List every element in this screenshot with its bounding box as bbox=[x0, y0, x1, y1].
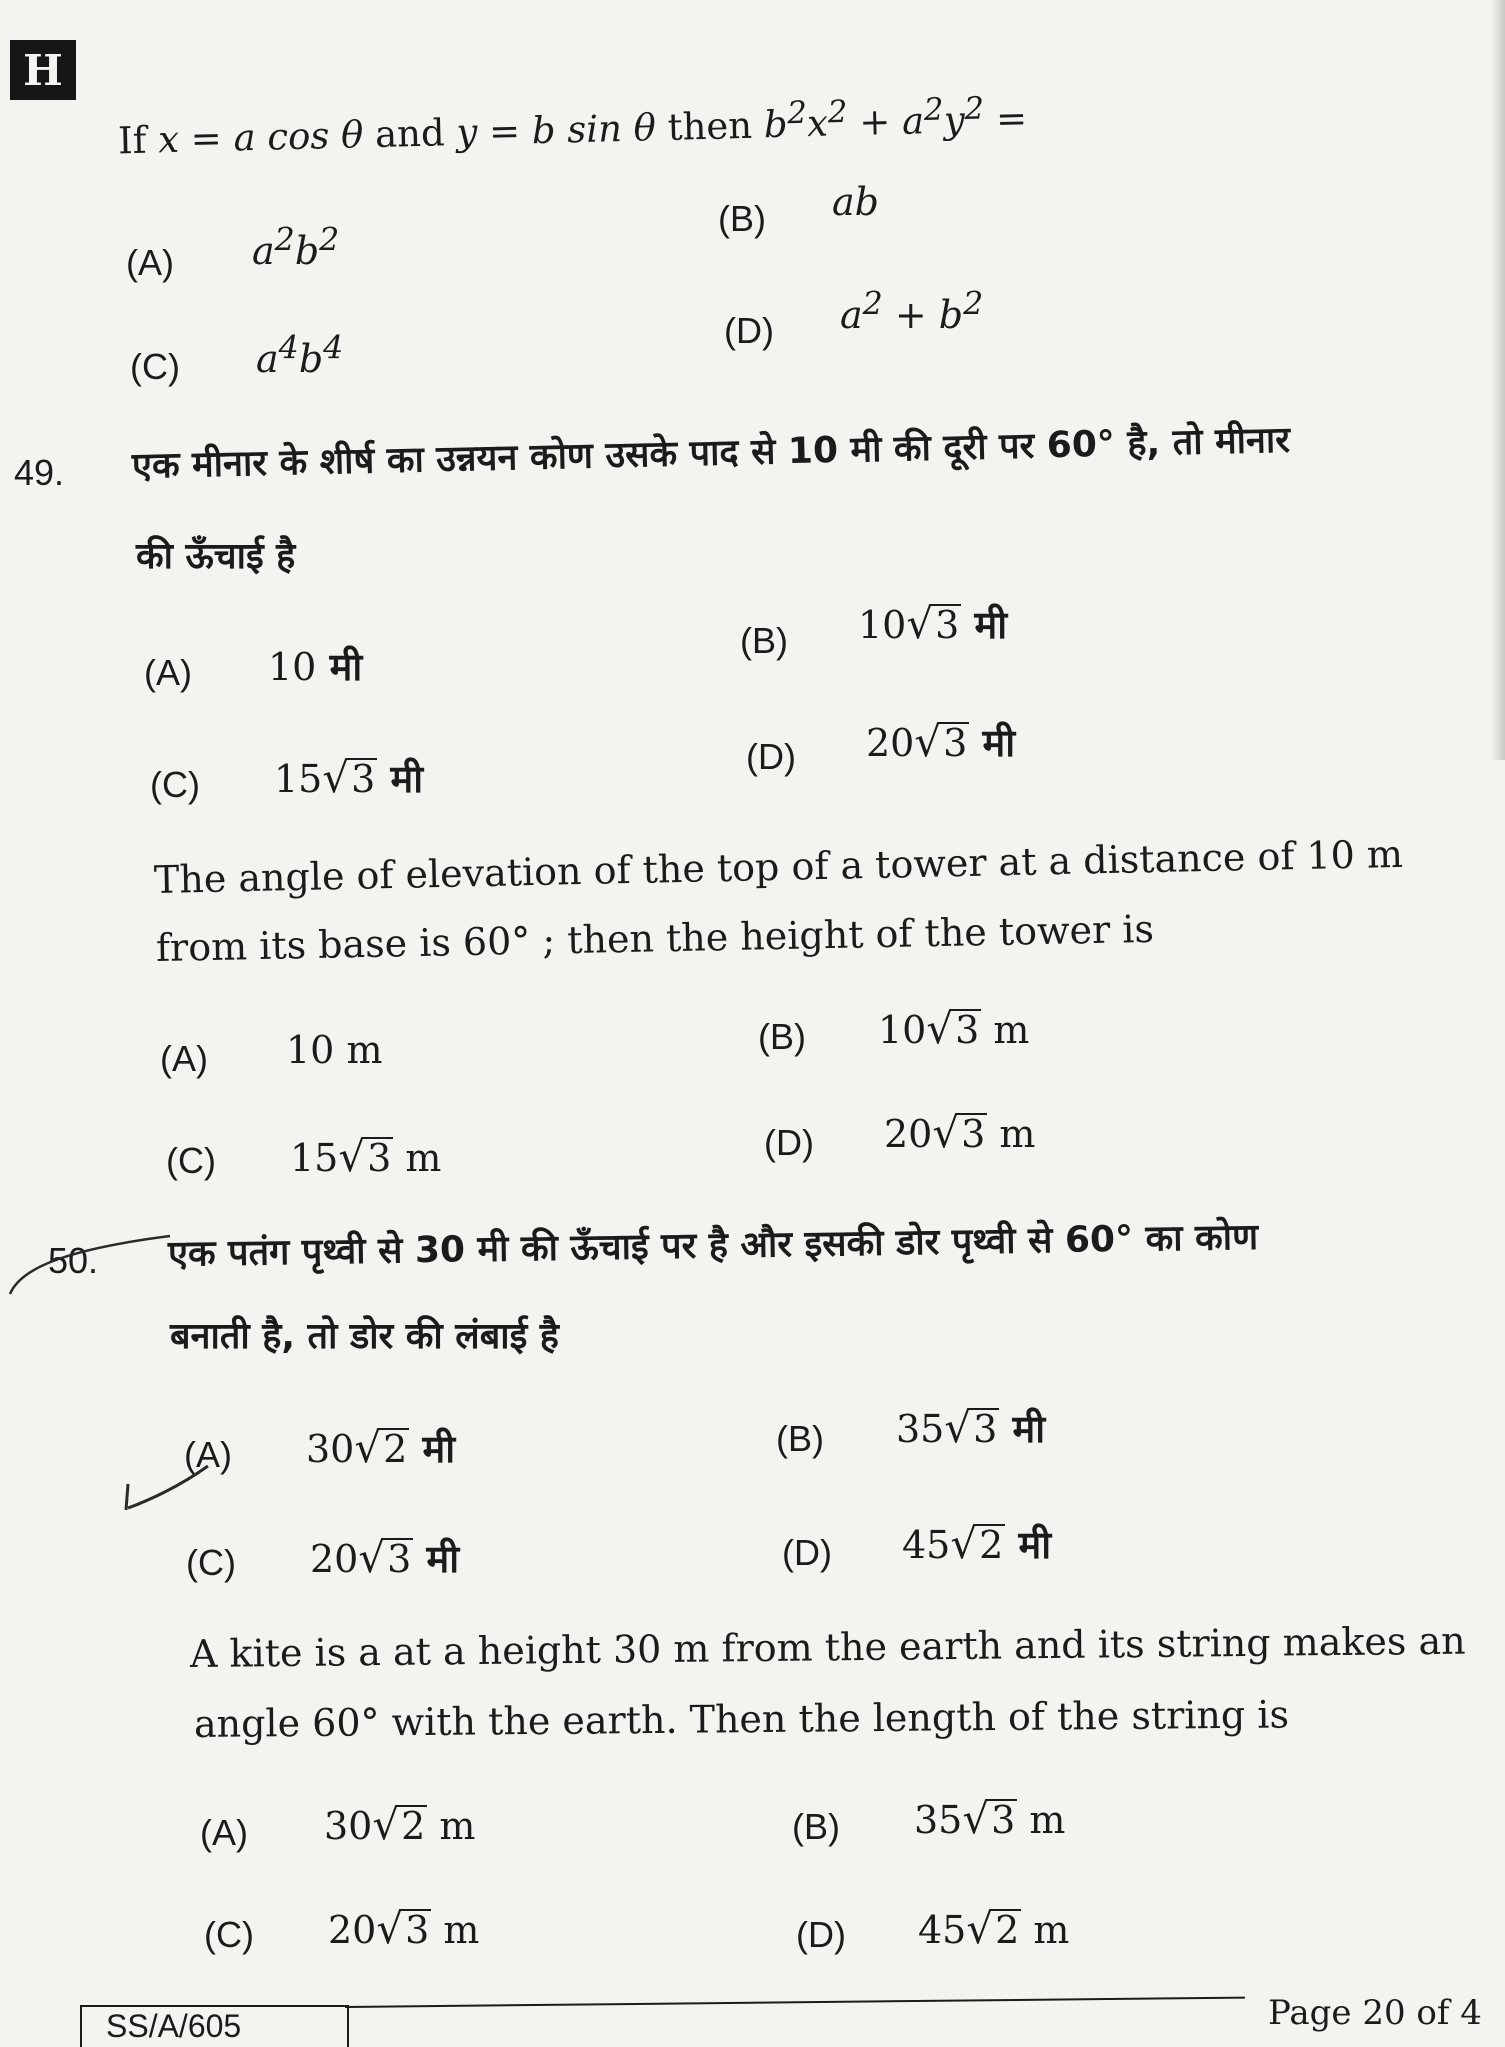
option-unit: मी bbox=[961, 603, 1008, 647]
q49-english-option-c-label: (C) bbox=[166, 1140, 216, 1181]
q49-hindi-option-c-label: (C) bbox=[150, 764, 200, 805]
option-radicand: 3 bbox=[367, 1136, 392, 1180]
q48-option-a-label: (A) bbox=[126, 242, 174, 283]
q50-hindi-option-a-label: (A) bbox=[184, 1434, 232, 1475]
q49-hindi-option-b-label: (B) bbox=[740, 620, 788, 661]
q50-english-stem-line2: angle 60° with the earth. Then the length of the string is bbox=[193, 1692, 1290, 1746]
option-coefficient: 20 bbox=[884, 1112, 933, 1156]
option-radicand: 3 bbox=[991, 1798, 1016, 1842]
q49-number: 49. bbox=[14, 452, 65, 493]
q48-option-d-label: (D) bbox=[724, 310, 774, 351]
q50-english-stem-line1: A kite is a at a height 30 m from the earth and its string makes an bbox=[189, 1618, 1466, 1676]
option-radicand: 3 bbox=[961, 1112, 986, 1156]
option-unit: मी bbox=[999, 1407, 1046, 1451]
q50-answer-tick-mark bbox=[126, 1466, 208, 1510]
option-coefficient: 35 bbox=[914, 1798, 963, 1842]
square-root-sign: √ bbox=[926, 1004, 954, 1053]
option-coefficient: 20 bbox=[866, 721, 915, 765]
option-radicand: 3 bbox=[955, 1008, 980, 1052]
q49-english-option-d-label: (D) bbox=[764, 1122, 814, 1163]
option-radicand: 2 bbox=[401, 1804, 426, 1848]
option-radicand: 3 bbox=[351, 757, 376, 801]
option-radicand: 3 bbox=[943, 721, 968, 765]
option-coefficient: 35 bbox=[896, 1407, 945, 1451]
square-root-sign: √ bbox=[322, 753, 350, 802]
option-unit: m bbox=[393, 1136, 442, 1180]
option-unit: m bbox=[431, 1908, 480, 1952]
option-radicand: 3 bbox=[387, 1537, 412, 1581]
option-radicand: 3 bbox=[405, 1908, 430, 1952]
q50-english-option-d-label: (D) bbox=[796, 1914, 846, 1955]
option-unit: मी bbox=[413, 1537, 460, 1581]
option-unit: m bbox=[334, 1028, 383, 1072]
square-root-sign: √ bbox=[358, 1533, 386, 1582]
square-root-sign: √ bbox=[376, 1904, 404, 1953]
q48-option-d-value: $a^2 + b^2$ bbox=[840, 286, 984, 337]
q50-hindi-option-b-label: (B) bbox=[776, 1418, 824, 1459]
square-root-sign: √ bbox=[338, 1132, 366, 1181]
option-coefficient: 10 bbox=[286, 1028, 335, 1072]
footer-paper-code: SS/A/605 bbox=[106, 2008, 242, 2044]
square-root-sign: √ bbox=[944, 1403, 972, 1452]
option-radicand: 2 bbox=[995, 1908, 1020, 1952]
option-coefficient: 10 bbox=[858, 603, 907, 647]
option-radicand: 3 bbox=[973, 1407, 998, 1451]
q50-hindi-stem-line2: बनाती है, तो डोर की लंबाई है bbox=[170, 1316, 559, 1357]
q48-expression: $b^2x^2 + a^2y^2$ = bbox=[763, 90, 1028, 147]
option-coefficient: 10 bbox=[268, 645, 317, 689]
option-coefficient: 30 bbox=[306, 1427, 355, 1471]
option-unit: m bbox=[1021, 1908, 1070, 1952]
q50-number-underline-mark bbox=[10, 1236, 170, 1294]
option-coefficient: 20 bbox=[310, 1537, 359, 1581]
q48-option-b-value: ab bbox=[832, 180, 879, 224]
q48-option-a-value: $a^2b^2$ bbox=[252, 222, 340, 273]
option-coefficient: 45 bbox=[902, 1523, 951, 1567]
q49-hindi-option-d-label: (D) bbox=[746, 736, 796, 777]
option-radicand: 2 bbox=[979, 1523, 1004, 1567]
footer-page-number: Page 20 of 4 bbox=[1268, 1993, 1482, 2033]
q49-english-stem-line1: The angle of elevation of the top of a tower at a distance of 10 m bbox=[153, 831, 1404, 902]
option-unit: m bbox=[1017, 1798, 1066, 1842]
q48-option-b-label: (B) bbox=[718, 198, 766, 239]
option-coefficient: 15 bbox=[290, 1136, 339, 1180]
q50-number: 50. bbox=[48, 1240, 99, 1281]
q49-hindi-stem-line1: एक मीनार के शीर्ष का उन्नयन कोण उसके पाद से 10 मी की दूरी पर 60° है, तो मीनार bbox=[131, 419, 1291, 487]
square-root-sign: √ bbox=[354, 1423, 382, 1472]
q48-stem: If x = a cos θ and y = b sin θ then $b^2x^2 + a^2y^2$ = bbox=[117, 90, 1028, 163]
option-coefficient: 30 bbox=[324, 1804, 373, 1848]
q50-english-option-c-label: (C) bbox=[204, 1914, 254, 1955]
option-coefficient: 15 bbox=[274, 757, 323, 801]
square-root-sign: √ bbox=[962, 1794, 990, 1843]
square-root-sign: √ bbox=[372, 1800, 400, 1849]
option-unit: मी bbox=[377, 757, 424, 801]
option-coefficient: 20 bbox=[328, 1908, 377, 1952]
q48-option-c-label: (C) bbox=[130, 346, 180, 387]
q49-english-stem-line2: from its base is 60° ; then the height of the tower is bbox=[155, 906, 1155, 970]
option-unit: मी bbox=[409, 1427, 456, 1471]
square-root-sign: √ bbox=[906, 599, 934, 648]
q49-english-option-a-label: (A) bbox=[160, 1038, 208, 1079]
q49-hindi-option-a-label: (A) bbox=[144, 652, 192, 693]
square-root-sign: √ bbox=[914, 717, 942, 766]
q50-english-option-a-label: (A) bbox=[200, 1812, 248, 1853]
option-unit: m bbox=[427, 1804, 476, 1848]
option-unit: m bbox=[987, 1112, 1036, 1156]
q50-hindi-option-d-label: (D) bbox=[782, 1532, 832, 1573]
q50-hindi-stem-line1: एक पतंग पृथ्वी से 30 मी की ऊँचाई पर है और इसकी डोर पृथ्वी से 60° का कोण bbox=[167, 1216, 1259, 1275]
option-unit: मी bbox=[1005, 1523, 1052, 1567]
q50-hindi-option-c-label: (C) bbox=[186, 1542, 236, 1583]
option-radicand: 2 bbox=[383, 1427, 408, 1471]
square-root-sign: √ bbox=[950, 1519, 978, 1568]
square-root-sign: √ bbox=[966, 1904, 994, 1953]
option-unit: मी bbox=[316, 645, 363, 689]
q49-hindi-stem-line2: की ऊँचाई है bbox=[136, 536, 296, 577]
option-coefficient: 45 bbox=[918, 1908, 967, 1952]
version-badge: H bbox=[10, 40, 76, 100]
q50-english-option-b-label: (B) bbox=[792, 1806, 840, 1847]
q49-english-option-b-label: (B) bbox=[758, 1016, 806, 1057]
square-root-sign: √ bbox=[932, 1108, 960, 1157]
option-radicand: 3 bbox=[935, 603, 960, 647]
option-coefficient: 10 bbox=[878, 1008, 927, 1052]
option-unit: मी bbox=[969, 721, 1016, 765]
option-unit: m bbox=[981, 1008, 1030, 1052]
q48-option-c-value: $a^4b^4$ bbox=[256, 330, 344, 381]
